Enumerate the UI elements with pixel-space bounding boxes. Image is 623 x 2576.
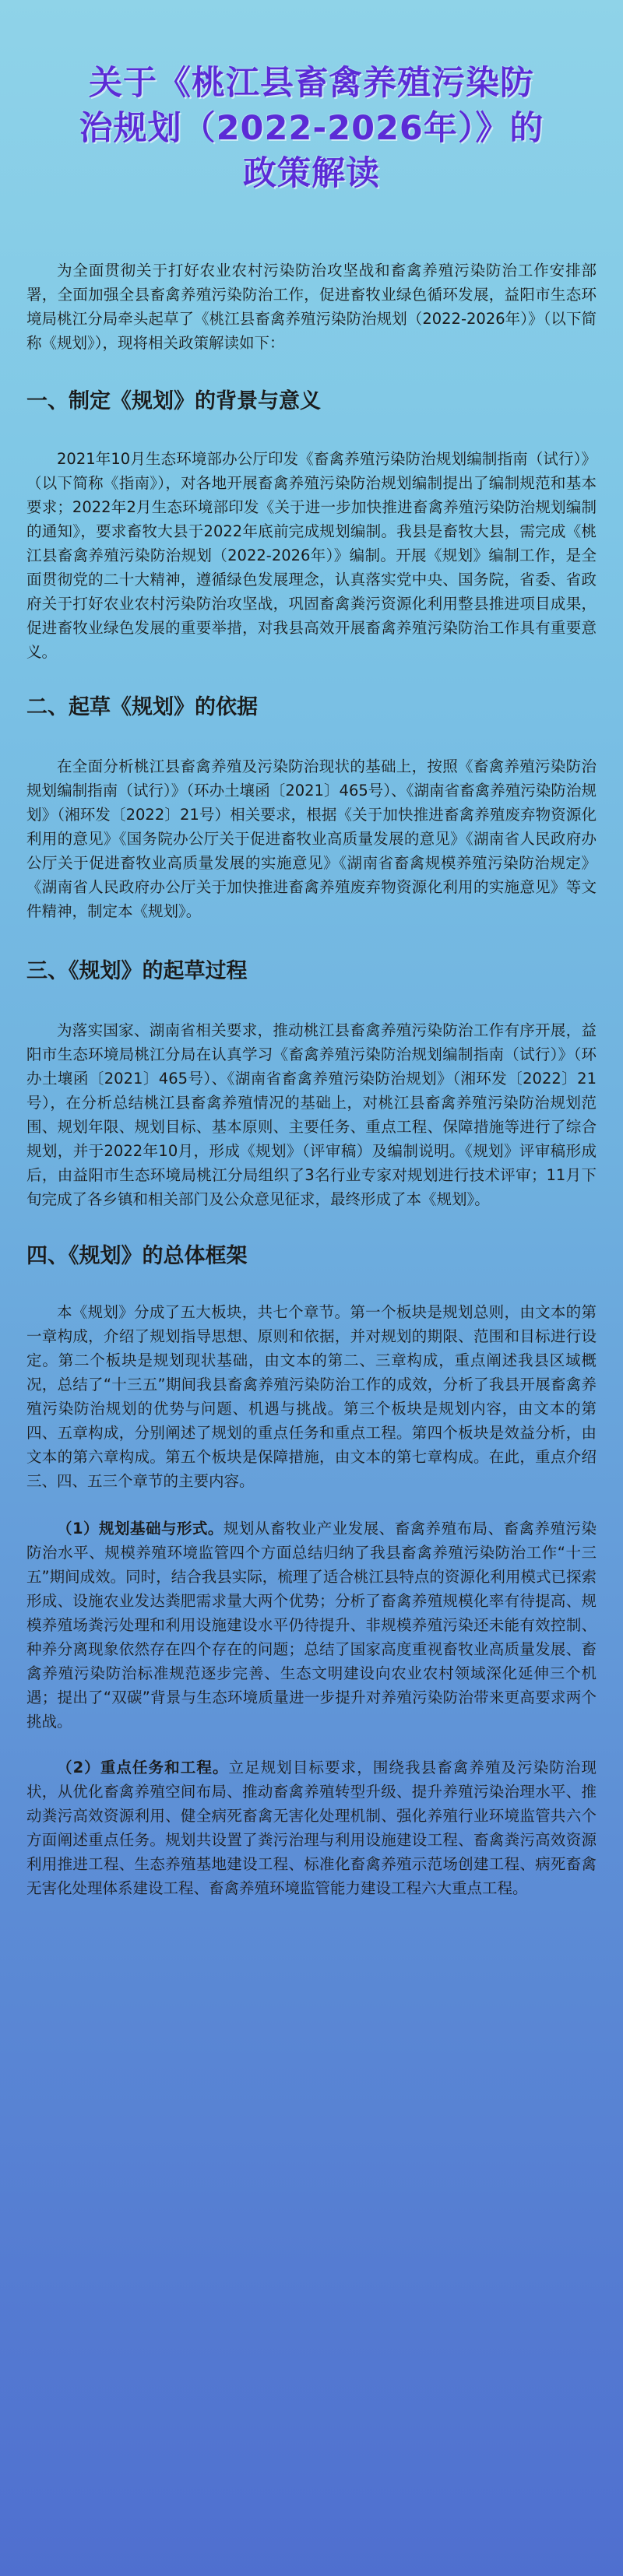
subsection-body-tasks: 立足规划目标要求，围绕我县畜禽养殖及污染防治现状，从优化畜禽养殖空间布局、推动畜禽养殖转型升级、提升养殖污染治理水平、推动粪污高效资源利用、健全病死畜禽无害化处理机制、强化养殖行业环境监管共六个方面阐述重点任务。规划共设置了粪污治理与利用设施建设工程、畜禽粪污高效资源利用推进工程、生态养殖基地建设工程、标准化畜禽养殖示范场创建工程、病死畜禽无害化处理体系建设工程、畜禽养殖环境监管能力建设工程六大重点工程。 [26,1759,597,1897]
subsection-foundation [26,1516,597,1734]
section-paragraph-background: 2021年10月生态环境部办公厅印发《畜禽养殖污染防治规划编制指南（试行）》（以下简称《指南》），对各地开展畜禽养殖污染防治规划编制提出了编制规范和基本要求；2022年2月生态环境部印发《关于进一步加快推进畜禽养殖污染防治规划编制的通知》，要求畜牧大县于2022年底前完成规划编制。我县是畜牧大县，需完成《桃江县畜禽养殖污染防治规划（2022-2026年）》编制。开展《规划》编制工作，是全面贯彻党的二十大精神，遵循绿色发展理念，认真落实党中央、国务院，省委、省政府关于打好农业农村污染防治攻坚战，巩固畜禽粪污资源化利用整县推进项目成果，促进畜牧业绿色发展的重要举措，对我县高效开展畜禽养殖污染防治工作具有重要意义。 [26,450,597,661]
section-paragraph-basis: 在全面分析桃江县畜禽养殖及污染防治现状的基础上，按照《畜禽养殖污染防治规划编制指南（试行）》（环办土壤函〔2021〕465号）、《湖南省畜禽养殖污染防治规划》（湘环发〔2022〕21号）相关要求，根据《关于加快推进畜禽养殖废弃物资源化利用的意见》《国务院办公厅关于促进畜牧业高质量发展的意见》《湖南省人民政府办公厅关于促进畜牧业高质量发展的实施意见》《湖南省畜禽规模养殖污染防治规定》《湖南省人民政府办公厅关于加快推进畜禽养殖废弃物资源化利用的实施意见》等文件精神，制定本《规划》。 [26,757,597,920]
subsection-lead-foundation: （1）规划基础与形式。 [57,1520,224,1538]
subsection-lead-tasks: （2）重点任务和工程。 [57,1759,229,1776]
section-paragraph-framework: 本《规划》分成了五大板块，共七个章节。第一个板块是规划总则，由文本的第一章构成，介绍了规划指导思想、原则和依据，并对规划的期限、范围和目标进行设定。第二个板块是规划现状基础，由文本的第二、三章构成，重点阐述我县区域概况，总结了“十三五”期间我县畜禽养殖污染防治工作的成效，分析了我县开展畜禽养殖污染防治规划的优势与问题、机遇与挑战。第三个板块是规划内容，由文本的第四、五章构成，分别阐述了规划的重点任务和重点工程。第四个板块是效益分析，由文本的第六章构成。第五个板块是保障措施，由文本的第七章构成。在此，重点介绍三、四、五三个章节的主要内容。 [26,1303,597,1490]
title-line-1: 关于《桃江县畜禽养殖污染防 [89,64,534,103]
page-title [0,0,623,196]
title-line-2: 治规划（2022-2026年）》的 [79,109,544,148]
subsection-body-foundation: 规划从畜牧业产业发展、畜禽养殖布局、畜禽养殖污染防治水平、规模养殖环境监管四个方面总结归纳了我县畜禽养殖污染防治工作“十三五”期间成效。同时，结合我县实际，梳理了适合桃江县特点的资源化利用模式已探索形成、设施农业发达粪肥需求量大两个优势；分析了畜禽养殖规模化率有待提高、规模养殖场粪污处理和利用设施建设水平仍待提升、非规模养殖污染还未能有效控制、种养分离现象依然存在四个存在的问题；总结了国家高度重视畜牧业高质量发展、畜禽养殖污染防治标准规范逐步完善、生态文明建设向农业农村领域深化延伸三个机遇；提出了“双碳”背景与生态环境质量进一步提升对养殖污染防治带来更高要求两个挑战。 [26,1520,597,1731]
section-heading-process: 三、《规划》的起草过程 [26,959,248,983]
title-line-3: 政策解读 [243,154,380,193]
section-heading-framework: 四、《规划》的总体框架 [26,1244,248,1268]
subsection-tasks [26,1755,597,1900]
article-body [0,196,623,1900]
section-paragraph-process: 为落实国家、湖南省相关要求，推动桃江县畜禽养殖污染防治工作有序开展，益阳市生态环境局桃江分局在认真学习《畜禽养殖污染防治规划编制指南（试行）》（环办土壤函〔2021〕465号）、《湖南省畜禽养殖污染防治规划》（湘环发〔2022〕21号），在分析总结桃江县畜禽养殖情况的基础上，对桃江县畜禽养殖污染防治规划范围、规划年限、规划目标、基本原则、主要任务、重点工程、保障措施等进行了综合规划，并于2022年10月，形成《规划》（评审稿）及编制说明。《规划》评审稿形成后，由益阳市生态环境局桃江分局组织了3名行业专家对规划进行技术评审；11月下旬完成了各乡镇和相关部门及公众意见征求，最终形成了本《规划》。 [26,1021,597,1208]
section-heading-background: 一、制定《规划》的背景与意义 [26,389,321,413]
intro-paragraph: 为全面贯彻关于打好农业农村污染防治攻坚战和畜禽养殖污染防治工作安排部署，全面加强全县畜禽养殖污染防治工作，促进畜牧业绿色循环发展，益阳市生态环境局桃江分局牵头起草了《桃江县畜禽养殖污染防治规划（2022-2026年）》（以下简称《规划》），现将相关政策解读如下： [26,262,597,352]
section-heading-basis: 二、起草《规划》的依据 [26,695,258,719]
